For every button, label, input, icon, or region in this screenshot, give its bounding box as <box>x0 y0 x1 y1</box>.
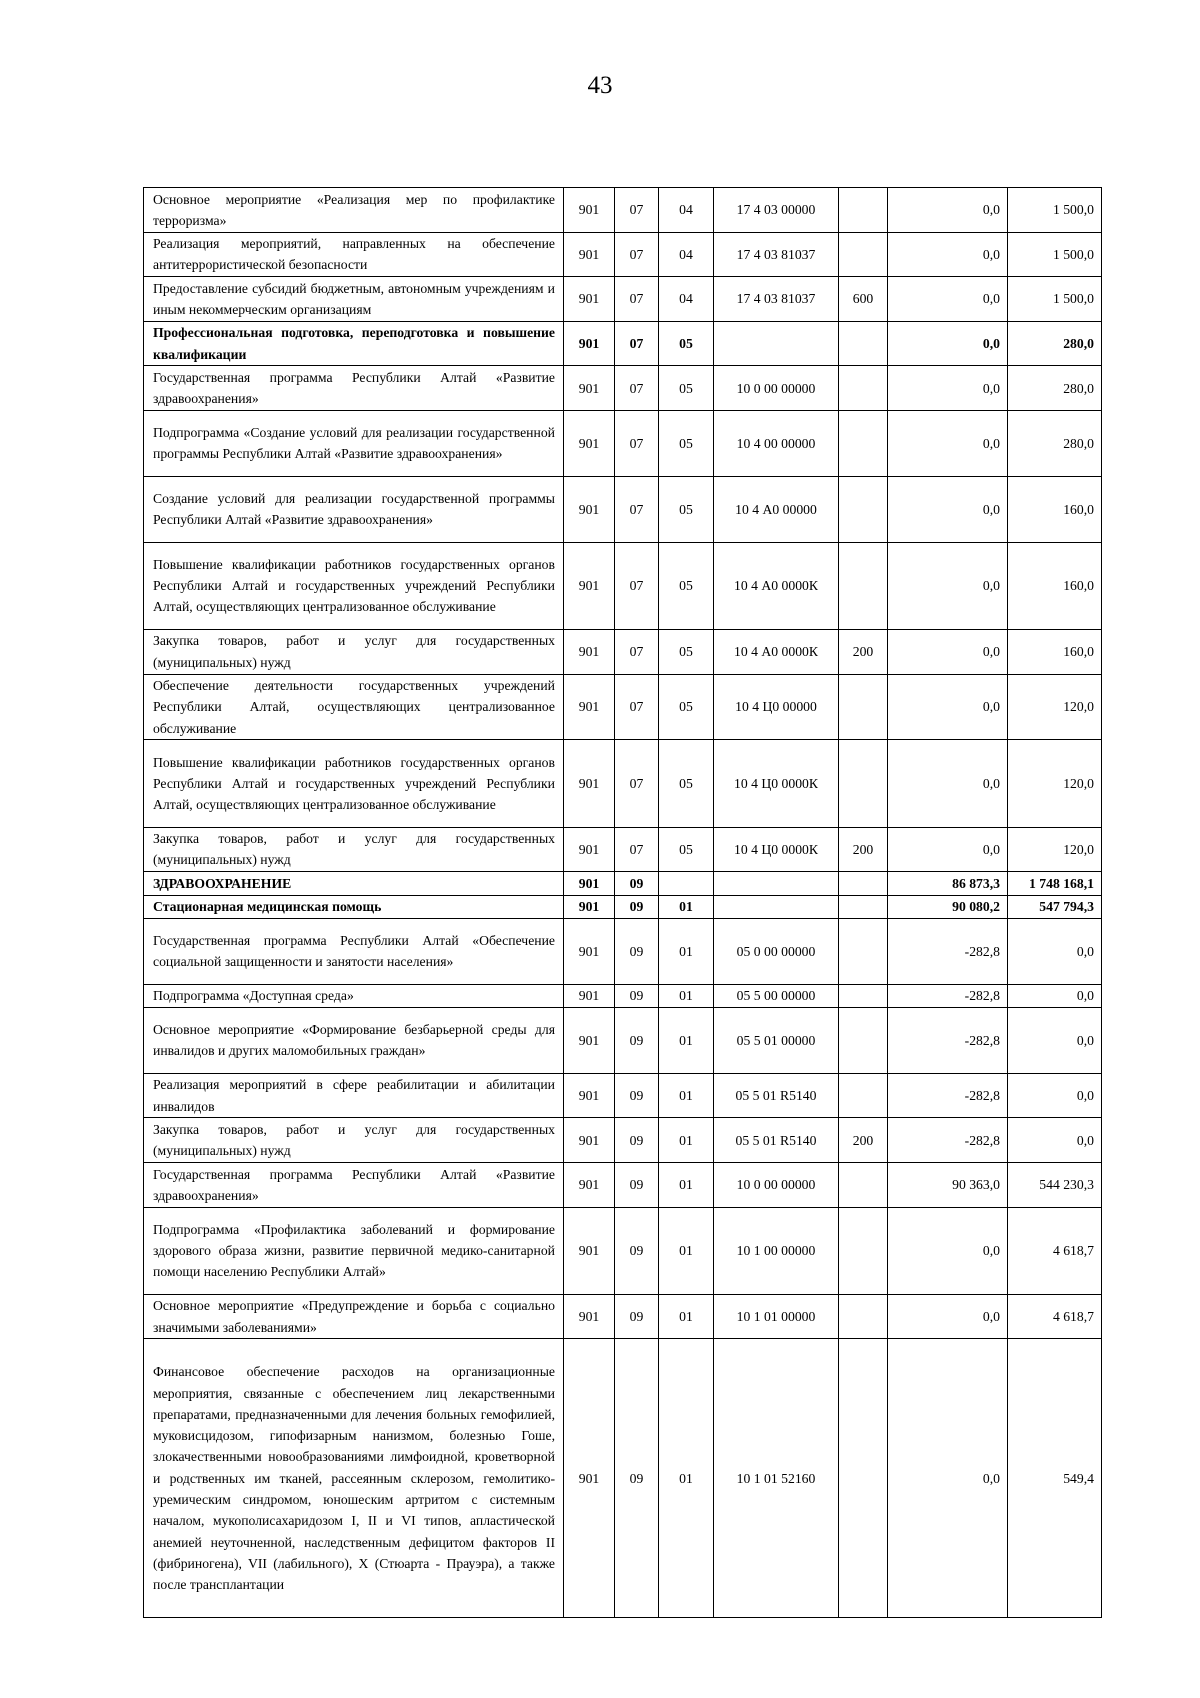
cell-target-article: 05 5 00 00000 <box>714 984 839 1007</box>
cell-name: Основное мероприятие «Реализация мер по профилактике терроризма» <box>144 188 564 233</box>
cell-target-article: 10 1 00 00000 <box>714 1207 839 1294</box>
cell-target-article: 10 4 А0 0000К <box>714 629 839 674</box>
cell-amount-change: 0,0 <box>888 1207 1008 1294</box>
table-row <box>144 1163 1102 1208</box>
cell-grbs: 901 <box>564 1073 615 1118</box>
cell-target-article: 10 1 01 00000 <box>714 1294 839 1339</box>
cell-target-article: 10 4 А0 00000 <box>714 476 839 542</box>
cell-expense-type <box>839 366 888 411</box>
cell-name: Закупка товаров, работ и услуг для государственных (муниципальных) нужд <box>144 1118 564 1163</box>
table-row <box>144 629 1102 674</box>
cell-amount-total: 547 794,3 <box>1008 895 1102 918</box>
cell-amount-change: 90 363,0 <box>888 1163 1008 1208</box>
cell-expense-type: 200 <box>839 629 888 674</box>
cell-subsection: 05 <box>659 827 714 872</box>
cell-amount-total: 1 748 168,1 <box>1008 872 1102 895</box>
table-row <box>144 277 1102 322</box>
cell-section: 09 <box>615 1163 659 1208</box>
cell-amount-total: 120,0 <box>1008 674 1102 740</box>
cell-grbs: 901 <box>564 410 615 476</box>
cell-expense-type <box>839 1339 888 1618</box>
cell-section: 07 <box>615 366 659 411</box>
cell-expense-type <box>839 1163 888 1208</box>
cell-amount-total: 0,0 <box>1008 1007 1102 1073</box>
cell-target-article: 10 4 Ц0 0000К <box>714 740 839 827</box>
cell-section: 07 <box>615 321 659 366</box>
cell-amount-change: 0,0 <box>888 1339 1008 1618</box>
cell-name: Реализация мероприятий, направленных на обеспечение антитеррористической безопасности <box>144 232 564 277</box>
table-row <box>144 188 1102 233</box>
cell-target-article: 10 0 00 00000 <box>714 366 839 411</box>
cell-name: Повышение квалификации работников государственных органов Республики Алтай и государственных учреждений Республики Алтай, осуществляющих централизованное обслуживание <box>144 740 564 827</box>
cell-expense-type: 200 <box>839 827 888 872</box>
cell-expense-type <box>839 872 888 895</box>
table-row <box>144 895 1102 918</box>
cell-name: ЗДРАВООХРАНЕНИЕ <box>144 872 564 895</box>
cell-target-article: 17 4 03 81037 <box>714 232 839 277</box>
cell-subsection: 05 <box>659 366 714 411</box>
cell-section: 07 <box>615 277 659 322</box>
cell-name: Основное мероприятие «Формирование безбарьерной среды для инвалидов и других маломобильных граждан» <box>144 1007 564 1073</box>
cell-name: Предоставление субсидий бюджетным, автономным учреждениям и иным некоммерческим организациям <box>144 277 564 322</box>
cell-expense-type <box>839 321 888 366</box>
cell-section: 09 <box>615 1073 659 1118</box>
cell-grbs: 901 <box>564 542 615 629</box>
cell-amount-change: 0,0 <box>888 674 1008 740</box>
cell-expense-type <box>839 1207 888 1294</box>
cell-subsection: 05 <box>659 629 714 674</box>
cell-expense-type <box>839 232 888 277</box>
cell-amount-total: 0,0 <box>1008 1073 1102 1118</box>
cell-amount-total: 544 230,3 <box>1008 1163 1102 1208</box>
cell-expense-type: 600 <box>839 277 888 322</box>
cell-name: Подпрограмма «Создание условий для реализации государственной программы Республики Алтай «Развитие здравоохранения» <box>144 410 564 476</box>
cell-name: Реализация мероприятий в сфере реабилитации и абилитации инвалидов <box>144 1073 564 1118</box>
cell-amount-total: 280,0 <box>1008 321 1102 366</box>
cell-subsection: 01 <box>659 984 714 1007</box>
cell-expense-type <box>839 1007 888 1073</box>
cell-section: 09 <box>615 1207 659 1294</box>
cell-grbs: 901 <box>564 984 615 1007</box>
cell-amount-total: 280,0 <box>1008 410 1102 476</box>
cell-amount-total: 4 618,7 <box>1008 1207 1102 1294</box>
cell-subsection: 04 <box>659 188 714 233</box>
cell-subsection: 01 <box>659 1207 714 1294</box>
cell-amount-total: 4 618,7 <box>1008 1294 1102 1339</box>
cell-amount-total: 0,0 <box>1008 1118 1102 1163</box>
cell-target-article: 10 4 Ц0 0000К <box>714 827 839 872</box>
cell-grbs: 901 <box>564 895 615 918</box>
cell-amount-change: -282,8 <box>888 1007 1008 1073</box>
cell-amount-total: 1 500,0 <box>1008 277 1102 322</box>
cell-expense-type <box>839 740 888 827</box>
cell-amount-total: 160,0 <box>1008 629 1102 674</box>
cell-target-article <box>714 895 839 918</box>
cell-target-article: 10 1 01 52160 <box>714 1339 839 1618</box>
cell-amount-total: 1 500,0 <box>1008 188 1102 233</box>
cell-section: 07 <box>615 674 659 740</box>
cell-target-article: 05 0 00 00000 <box>714 918 839 984</box>
cell-grbs: 901 <box>564 1163 615 1208</box>
cell-target-article: 05 5 01 R5140 <box>714 1073 839 1118</box>
cell-amount-total: 0,0 <box>1008 984 1102 1007</box>
cell-amount-change: 0,0 <box>888 188 1008 233</box>
cell-amount-change: 0,0 <box>888 542 1008 629</box>
cell-amount-change: 0,0 <box>888 1294 1008 1339</box>
cell-amount-change: -282,8 <box>888 918 1008 984</box>
table-row <box>144 1207 1102 1294</box>
cell-expense-type: 200 <box>839 1118 888 1163</box>
cell-expense-type <box>839 188 888 233</box>
cell-name: Государственная программа Республики Алтай «Развитие здравоохранения» <box>144 366 564 411</box>
cell-amount-change: 86 873,3 <box>888 872 1008 895</box>
cell-target-article <box>714 321 839 366</box>
table-row <box>144 674 1102 740</box>
cell-section: 09 <box>615 1339 659 1618</box>
cell-target-article <box>714 872 839 895</box>
cell-section: 07 <box>615 629 659 674</box>
cell-section: 07 <box>615 232 659 277</box>
cell-target-article: 05 5 01 R5140 <box>714 1118 839 1163</box>
table-row <box>144 1073 1102 1118</box>
cell-subsection: 05 <box>659 740 714 827</box>
table-row <box>144 872 1102 895</box>
cell-amount-change: 0,0 <box>888 232 1008 277</box>
cell-expense-type <box>839 1294 888 1339</box>
cell-grbs: 901 <box>564 1294 615 1339</box>
table-row <box>144 984 1102 1007</box>
table-row <box>144 321 1102 366</box>
cell-expense-type <box>839 1073 888 1118</box>
cell-target-article: 10 4 00 00000 <box>714 410 839 476</box>
cell-name: Государственная программа Республики Алтай «Развитие здравоохранения» <box>144 1163 564 1208</box>
cell-grbs: 901 <box>564 1207 615 1294</box>
table-row <box>144 1007 1102 1073</box>
cell-subsection <box>659 872 714 895</box>
table-row <box>144 232 1102 277</box>
cell-grbs: 901 <box>564 1007 615 1073</box>
cell-amount-change: 0,0 <box>888 629 1008 674</box>
cell-amount-total: 160,0 <box>1008 476 1102 542</box>
cell-amount-change: 0,0 <box>888 476 1008 542</box>
cell-name: Подпрограмма «Профилактика заболеваний и формирование здорового образа жизни, развитие первичной медико-санитарной помощи населению Республики Алтай» <box>144 1207 564 1294</box>
cell-target-article: 10 0 00 00000 <box>714 1163 839 1208</box>
cell-amount-change: -282,8 <box>888 1118 1008 1163</box>
cell-grbs: 901 <box>564 232 615 277</box>
cell-amount-total: 0,0 <box>1008 918 1102 984</box>
cell-grbs: 901 <box>564 321 615 366</box>
cell-grbs: 901 <box>564 1118 615 1163</box>
cell-grbs: 901 <box>564 1339 615 1618</box>
cell-amount-change: 0,0 <box>888 827 1008 872</box>
cell-expense-type <box>839 984 888 1007</box>
cell-section: 09 <box>615 872 659 895</box>
table-row <box>144 542 1102 629</box>
cell-section: 09 <box>615 984 659 1007</box>
cell-amount-change: 0,0 <box>888 321 1008 366</box>
cell-name: Закупка товаров, работ и услуг для государственных (муниципальных) нужд <box>144 629 564 674</box>
budget-table <box>143 187 1102 1618</box>
cell-subsection: 05 <box>659 410 714 476</box>
cell-grbs: 901 <box>564 740 615 827</box>
cell-amount-change: 0,0 <box>888 366 1008 411</box>
cell-subsection: 05 <box>659 321 714 366</box>
cell-name: Создание условий для реализации государственной программы Республики Алтай «Развитие здравоохранения» <box>144 476 564 542</box>
cell-section: 07 <box>615 410 659 476</box>
table-row <box>144 740 1102 827</box>
cell-name: Стационарная медицинская помощь <box>144 895 564 918</box>
cell-subsection: 04 <box>659 232 714 277</box>
cell-grbs: 901 <box>564 188 615 233</box>
cell-section: 07 <box>615 542 659 629</box>
cell-section: 09 <box>615 1118 659 1163</box>
cell-name: Финансовое обеспечение расходов на организационные мероприятия, связанные с обеспечением лиц лекарственными препаратами, предназначенными для лечения больных гемофилией, муковисцидозом, гипофизарным нанизмом, болезнью Гоше, злокачественными новообразованиями лимфоидной, кроветворной и родственных им тканей, рассеянным склерозом, гемолитико-уремическим синдромом, юношеским артритом с системным началом, мукополисахаридозом I, II и VI типов, апластической анемией неуточненной, наследственным дефицитом факторов II (фибриногена), VII (лабильного), X (Стюарта - Прауэра), а также после трансплантации <box>144 1339 564 1618</box>
cell-grbs: 901 <box>564 674 615 740</box>
cell-expense-type <box>839 476 888 542</box>
table-row <box>144 1118 1102 1163</box>
cell-section: 07 <box>615 827 659 872</box>
cell-subsection: 01 <box>659 1339 714 1618</box>
cell-amount-total: 549,4 <box>1008 1339 1102 1618</box>
cell-target-article: 10 4 Ц0 00000 <box>714 674 839 740</box>
cell-amount-total: 1 500,0 <box>1008 232 1102 277</box>
cell-subsection: 05 <box>659 542 714 629</box>
cell-name: Повышение квалификации работников государственных органов Республики Алтай и государственных учреждений Республики Алтай, осуществляющих централизованное обслуживание <box>144 542 564 629</box>
cell-subsection: 01 <box>659 895 714 918</box>
cell-section: 07 <box>615 476 659 542</box>
cell-name: Основное мероприятие «Предупреждение и борьба с социально значимыми заболеваниями» <box>144 1294 564 1339</box>
cell-grbs: 901 <box>564 476 615 542</box>
cell-subsection: 05 <box>659 476 714 542</box>
cell-subsection: 04 <box>659 277 714 322</box>
cell-subsection: 01 <box>659 1073 714 1118</box>
cell-amount-total: 120,0 <box>1008 827 1102 872</box>
cell-expense-type <box>839 895 888 918</box>
cell-grbs: 901 <box>564 872 615 895</box>
cell-section: 09 <box>615 1294 659 1339</box>
cell-name: Подпрограмма «Доступная среда» <box>144 984 564 1007</box>
cell-section: 07 <box>615 188 659 233</box>
table-row <box>144 827 1102 872</box>
cell-section: 07 <box>615 740 659 827</box>
table-body <box>144 188 1102 1618</box>
cell-target-article: 10 4 А0 0000К <box>714 542 839 629</box>
cell-name: Обеспечение деятельности государственных учреждений Республики Алтай, осуществляющих централизованное обслуживание <box>144 674 564 740</box>
page-number: 43 <box>587 72 613 99</box>
cell-grbs: 901 <box>564 629 615 674</box>
cell-amount-total: 160,0 <box>1008 542 1102 629</box>
cell-name: Закупка товаров, работ и услуг для государственных (муниципальных) нужд <box>144 827 564 872</box>
cell-subsection: 05 <box>659 674 714 740</box>
cell-subsection: 01 <box>659 1118 714 1163</box>
table-row <box>144 1294 1102 1339</box>
cell-subsection: 01 <box>659 1163 714 1208</box>
cell-grbs: 901 <box>564 827 615 872</box>
cell-amount-change: 90 080,2 <box>888 895 1008 918</box>
cell-name: Профессиональная подготовка, переподготовка и повышение квалификации <box>144 321 564 366</box>
table-row <box>144 476 1102 542</box>
cell-amount-change: 0,0 <box>888 410 1008 476</box>
cell-expense-type <box>839 918 888 984</box>
table-row <box>144 410 1102 476</box>
table-row <box>144 918 1102 984</box>
table-row <box>144 1339 1102 1618</box>
cell-subsection: 01 <box>659 918 714 984</box>
cell-target-article: 17 4 03 81037 <box>714 277 839 322</box>
cell-grbs: 901 <box>564 918 615 984</box>
cell-section: 09 <box>615 895 659 918</box>
cell-section: 09 <box>615 918 659 984</box>
cell-section: 09 <box>615 1007 659 1073</box>
cell-amount-total: 120,0 <box>1008 740 1102 827</box>
cell-name: Государственная программа Республики Алтай «Обеспечение социальной защищенности и занятости населения» <box>144 918 564 984</box>
cell-target-article: 05 5 01 00000 <box>714 1007 839 1073</box>
cell-target-article: 17 4 03 00000 <box>714 188 839 233</box>
cell-expense-type <box>839 674 888 740</box>
table-row <box>144 366 1102 411</box>
cell-subsection: 01 <box>659 1007 714 1073</box>
cell-amount-change: 0,0 <box>888 740 1008 827</box>
cell-expense-type <box>839 542 888 629</box>
cell-amount-change: 0,0 <box>888 277 1008 322</box>
cell-grbs: 901 <box>564 366 615 411</box>
cell-expense-type <box>839 410 888 476</box>
cell-subsection: 01 <box>659 1294 714 1339</box>
cell-grbs: 901 <box>564 277 615 322</box>
cell-amount-change: -282,8 <box>888 1073 1008 1118</box>
cell-amount-change: -282,8 <box>888 984 1008 1007</box>
cell-amount-total: 280,0 <box>1008 366 1102 411</box>
